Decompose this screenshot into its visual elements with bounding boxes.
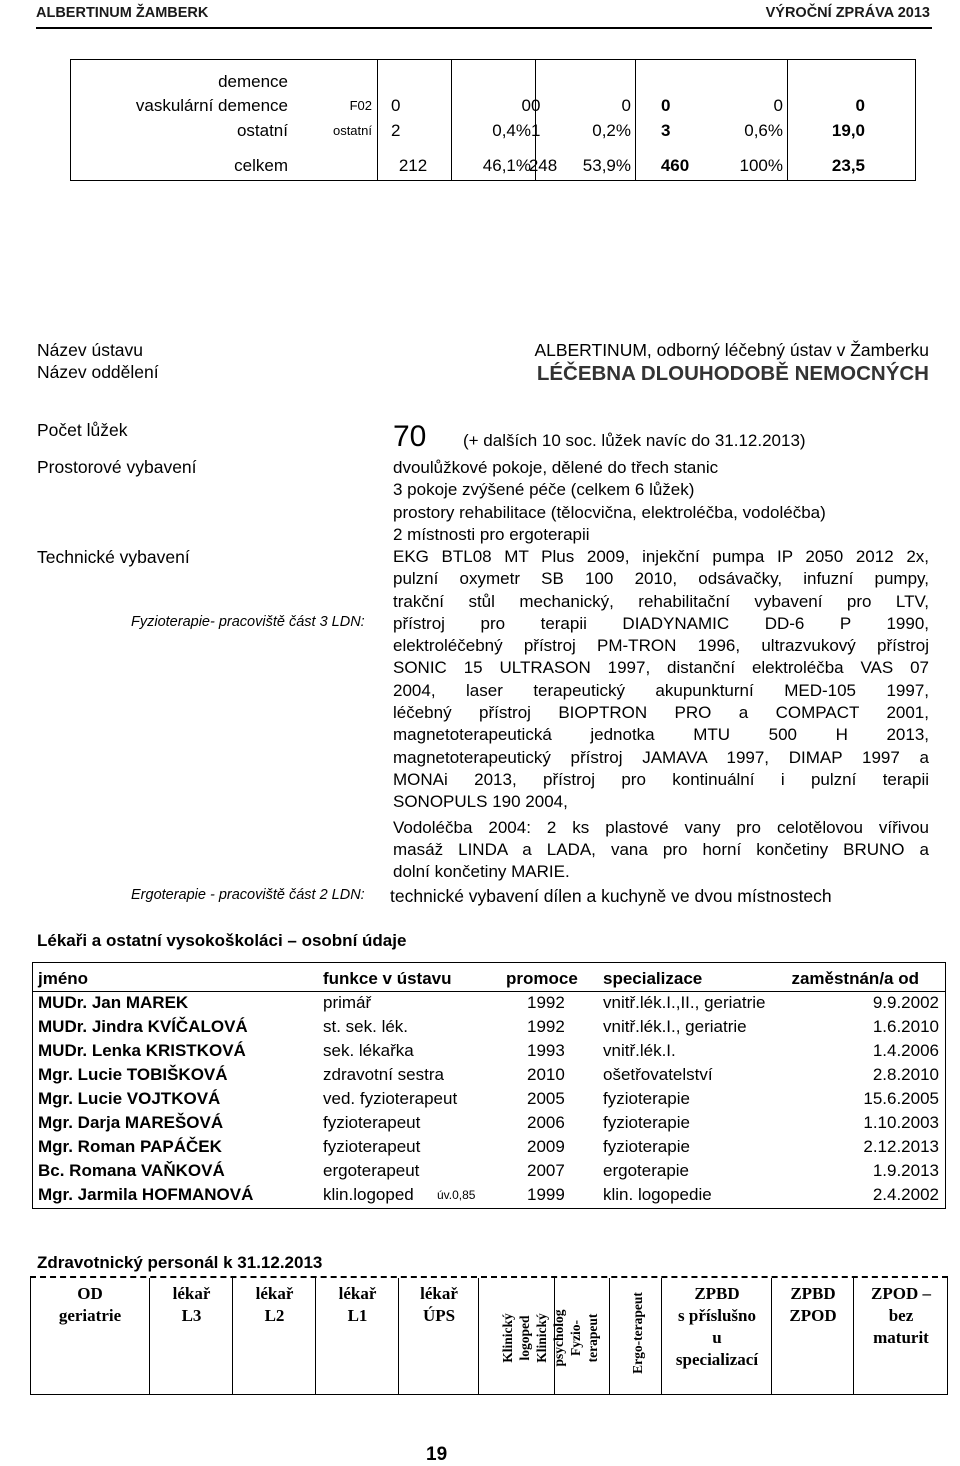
vertical-line: terapeut bbox=[585, 1313, 600, 1363]
beds-label: Počet lůžek bbox=[37, 420, 128, 440]
tech-line: elektroléčebný přístroj PM-TRON 1996, ultrazvukový přístroj bbox=[393, 636, 929, 656]
staff-col-l2: bez bbox=[888, 1306, 914, 1325]
staff-col bbox=[31, 1278, 149, 1394]
staff-col-vertical bbox=[609, 1278, 662, 1394]
tech-line: SONIC 15 ULTRASON 1997, distanční elektroléčba VAS 07 bbox=[393, 658, 929, 678]
institution-name-value: ALBERTINUM, odborný léčebný ústav v Žamberku bbox=[534, 340, 929, 360]
page-number: 19 bbox=[426, 1444, 448, 1465]
table-header bbox=[33, 967, 945, 991]
cell-spec: ergoterapie bbox=[603, 1161, 690, 1180]
cell-name: MUDr. Jindra KVÍČALOVÁ bbox=[38, 1017, 248, 1036]
tech-line: SONOPULS 190 2004, bbox=[393, 792, 568, 812]
cell-since: 2.4.2002 bbox=[872, 1185, 939, 1204]
department-value: LÉČEBNA DLOUHODOBĚ NEMOCNÝCH bbox=[536, 362, 929, 385]
cell-role: ved. fyzioterapeut bbox=[323, 1089, 458, 1108]
col-header: funkce v ústavu bbox=[323, 969, 452, 988]
cell-spec: fyzioterapie bbox=[603, 1113, 690, 1132]
staff-col-l2: L3 bbox=[181, 1306, 202, 1325]
vertical-line: Fyzio- bbox=[568, 1320, 583, 1356]
fyzio-label: Fyzioterapie- pracoviště část 3 LDN: bbox=[131, 614, 365, 630]
cell-name: Mgr. Darja MAREŠOVÁ bbox=[38, 1113, 224, 1132]
cell-role: zdravotní sestra bbox=[323, 1065, 444, 1084]
space-list bbox=[393, 457, 826, 546]
tech-list bbox=[393, 546, 929, 883]
cell-name: Mgr. Lucie TOBIŠKOVÁ bbox=[38, 1065, 228, 1084]
cell-spec: vnitř.lék.I. bbox=[603, 1041, 676, 1060]
cell-role: sek. lékařka bbox=[323, 1041, 414, 1060]
col-header: specializace bbox=[603, 969, 703, 988]
cell: 248 bbox=[528, 156, 558, 175]
cell-name: Mgr. Roman PAPÁČEK bbox=[38, 1137, 222, 1156]
header-divider bbox=[36, 27, 932, 29]
cell-year: 1992 bbox=[527, 1017, 565, 1036]
staff-col-l4: specializací bbox=[675, 1350, 759, 1369]
cell-spec: klin. logopedie bbox=[603, 1185, 712, 1204]
staff-col bbox=[315, 1278, 399, 1394]
table-row bbox=[33, 1183, 945, 1207]
cell-spec: fyzioterapie bbox=[603, 1137, 690, 1156]
cell: 2 bbox=[391, 121, 401, 140]
cell-name: Mgr. Jarmila HOFMANOVÁ bbox=[38, 1185, 254, 1204]
cell-year: 2006 bbox=[527, 1113, 565, 1132]
tech-line: 2004, laser terapeutický akupunkturní MED-105 1997, bbox=[393, 680, 929, 700]
space-line: dvoulůžkové pokoje, dělené do třech stanic bbox=[393, 458, 719, 477]
staff-col-l1: lékař bbox=[420, 1284, 458, 1303]
cell-year: 2005 bbox=[527, 1089, 565, 1108]
vertical-label bbox=[629, 1278, 646, 1388]
staff-col-l1: lékař bbox=[255, 1284, 294, 1303]
table-row bbox=[33, 1063, 945, 1087]
cell-since: 2.8.2010 bbox=[872, 1065, 939, 1084]
cell-year: 2009 bbox=[527, 1137, 565, 1156]
cell-role: fyzioterapeut bbox=[323, 1113, 421, 1132]
vertical-line: Klinický bbox=[500, 1313, 515, 1363]
cell: 46,1% bbox=[482, 156, 531, 175]
row-code: F02 bbox=[349, 98, 372, 113]
cell: 19,0 bbox=[831, 121, 865, 140]
staff-title: Zdravotnický personál k 31.12.2013 bbox=[37, 1253, 323, 1272]
cell-name: MUDr. Jan MAREK bbox=[38, 993, 189, 1012]
physicians-title: Lékaři a ostatní vysokoškoláci – osobní údaje bbox=[37, 931, 407, 950]
cell-name: MUDr. Lenka KRISTKOVÁ bbox=[38, 1041, 246, 1060]
table-row bbox=[33, 1111, 945, 1135]
staff-col-l2: s příslušno bbox=[678, 1306, 756, 1325]
cell: 0 bbox=[531, 96, 541, 115]
cell-role: st. sek. lék. bbox=[323, 1017, 409, 1036]
cell-year: 2010 bbox=[527, 1065, 565, 1084]
beds-note: (+ dalších 10 soc. lůžek navíc do 31.12.2013) bbox=[463, 431, 806, 450]
table-row bbox=[33, 1087, 945, 1111]
staff-col bbox=[771, 1278, 854, 1394]
vertical-line: Ergo-terapeut bbox=[630, 1292, 645, 1374]
cell-since: 1.6.2010 bbox=[872, 1017, 939, 1036]
vertical-line: Klinický bbox=[534, 1313, 549, 1363]
cell-extra: úv.0,85 bbox=[437, 1188, 476, 1202]
cell-year: 2007 bbox=[527, 1161, 565, 1180]
cell-since: 1.10.2003 bbox=[863, 1113, 939, 1132]
table-row bbox=[33, 1039, 945, 1063]
department-label: Název oddělení bbox=[37, 362, 159, 382]
staff-col bbox=[853, 1278, 948, 1394]
table-row bbox=[33, 1159, 945, 1183]
cell-name: Mgr. Lucie VOJTKOVÁ bbox=[38, 1089, 221, 1108]
cell-year: 1993 bbox=[527, 1041, 565, 1060]
table-row bbox=[33, 1135, 945, 1159]
staff-col-l3: u bbox=[712, 1328, 722, 1347]
staff-col-l1: lékař bbox=[172, 1284, 211, 1303]
staff-col-l1: lékař bbox=[338, 1284, 377, 1303]
tech-line: MONAi 2013, přístroj pro kontinuální i pulzní terapii bbox=[393, 769, 929, 789]
cell-spec: fyzioterapie bbox=[603, 1089, 690, 1108]
staff-table bbox=[30, 1276, 948, 1395]
physicians-table bbox=[32, 962, 946, 1209]
staff-col-l2: ÚPS bbox=[422, 1306, 456, 1325]
staff-col bbox=[398, 1278, 479, 1394]
row-label: celkem bbox=[234, 156, 288, 175]
cell: 0 bbox=[855, 96, 865, 115]
tech-line: EKG BTL08 MT Plus 2009, injekční pumpa IP 2050 2012 2x, bbox=[393, 547, 929, 566]
institution-name-label: Název ústavu bbox=[37, 340, 144, 360]
tech-line: Vodoléčba 2004: 2 ks plastové vany pro celotělovou vířivou bbox=[393, 817, 929, 837]
ergo-label: Ergoterapie - pracoviště část 2 LDN: bbox=[131, 887, 365, 903]
cell: 460 bbox=[660, 156, 690, 175]
row-label: vaskulární demence bbox=[135, 96, 288, 115]
cell: 212 bbox=[398, 156, 428, 175]
staff-col bbox=[149, 1278, 233, 1394]
tech-line: přístroj pro terapii DIADYNAMIC DD-6 P 1990, bbox=[393, 613, 929, 633]
col-header: zaměstnán/a od bbox=[791, 969, 919, 988]
diagnosis-table bbox=[70, 59, 916, 181]
cell: 0 bbox=[521, 96, 531, 115]
cell: 0 bbox=[661, 96, 671, 115]
vertical-label bbox=[567, 1288, 601, 1388]
space-line: prostory rehabilitace (tělocvična, elektroléčba, vodoléčba) bbox=[393, 502, 826, 522]
cell-since: 1.9.2013 bbox=[872, 1161, 939, 1180]
vertical-label bbox=[499, 1288, 533, 1388]
staff-col-l1: ZPBD bbox=[790, 1284, 836, 1303]
cell-spec: vnitř.lék.I., geriatrie bbox=[603, 1017, 747, 1036]
staff-col-l2: ZPOD bbox=[789, 1306, 837, 1325]
cell-role: fyzioterapeut bbox=[323, 1137, 421, 1156]
table-row bbox=[33, 991, 945, 1015]
cell: 0 bbox=[621, 96, 631, 115]
staff-col-vertical bbox=[554, 1278, 610, 1394]
cell-year: 1992 bbox=[527, 993, 565, 1012]
staff-col-l1: ZPOD – bbox=[871, 1284, 931, 1303]
cell-spec: vnitř.lék.I.,II., geriatrie bbox=[603, 993, 766, 1012]
cell-spec: ošetřovatelství bbox=[603, 1065, 713, 1084]
cell: 0,2% bbox=[592, 121, 631, 140]
cell: 0 bbox=[773, 96, 783, 115]
cell: 0 bbox=[391, 96, 401, 115]
cell-role: ergoterapeut bbox=[323, 1161, 420, 1180]
tech-line: trakční stůl mechanický, rehabilitační vybavení pro LTV, bbox=[393, 591, 929, 611]
cell: 3 bbox=[661, 121, 671, 140]
cell-since: 15.6.2005 bbox=[863, 1089, 939, 1108]
cell: 53,9% bbox=[582, 156, 631, 175]
staff-col-l2: L1 bbox=[347, 1306, 368, 1325]
staff-col-l2: geriatrie bbox=[58, 1306, 122, 1325]
row-code: ostatní bbox=[332, 123, 372, 138]
ergo-value: technické vybavení dílen a kuchyně ve dvou místnostech bbox=[390, 886, 832, 906]
space-line: 2 místnosti pro ergoterapii bbox=[393, 524, 590, 544]
tech-line: magnetoterapeutický přístroj JAMAVA 1997, DIMAP 1997 a bbox=[393, 747, 929, 767]
col-header: promoce bbox=[506, 969, 578, 988]
tech-line: magnetoterapeutická jednotka MTU 500 H 2013, bbox=[393, 725, 929, 745]
cell-role: klin.logoped bbox=[323, 1185, 414, 1204]
cell: 100% bbox=[739, 156, 783, 175]
staff-col-l2: L2 bbox=[264, 1306, 285, 1325]
staff-col-l3: maturit bbox=[873, 1328, 929, 1347]
staff-col bbox=[661, 1278, 772, 1394]
row-label: demence bbox=[218, 72, 288, 91]
cell-since: 2.12.2013 bbox=[863, 1137, 939, 1156]
cell-since: 1.4.2006 bbox=[872, 1041, 939, 1060]
table-row bbox=[33, 1015, 945, 1039]
cell-since: 9.9.2002 bbox=[872, 993, 939, 1012]
cell-year: 1999 bbox=[527, 1185, 565, 1204]
cell: 23,5 bbox=[831, 156, 865, 175]
tech-label: Technické vybavení bbox=[37, 547, 190, 567]
tech-line: pulzní oxymetr SB 100 2010, odsávačky, infuzní pumpy, bbox=[393, 569, 929, 589]
tech-line: léčebný přístroj BIOPTRON PRO a COMPACT 2001, bbox=[393, 703, 929, 723]
staff-col-l1: OD bbox=[77, 1284, 103, 1303]
tech-line: masáž LINDA a LADA, vana pro horní končetiny BRUNO a bbox=[393, 839, 929, 859]
staff-col bbox=[232, 1278, 316, 1394]
staff-col-l1: ZPBD bbox=[694, 1284, 740, 1303]
col-header: jméno bbox=[38, 969, 89, 988]
space-line: 3 pokoje zvýšené péče (celkem 6 lůžek) bbox=[393, 480, 695, 500]
cell: 1 bbox=[531, 121, 541, 140]
beds-value: 70 bbox=[393, 420, 427, 453]
staff-col-vertical bbox=[478, 1278, 566, 1394]
cell-name: Bc. Romana VAŇKOVÁ bbox=[38, 1161, 225, 1180]
row-label: ostatní bbox=[236, 121, 288, 140]
header-left: ALBERTINUM ŽAMBERK bbox=[36, 5, 209, 21]
vertical-line: psycholog bbox=[551, 1309, 566, 1367]
cell: 0,6% bbox=[744, 121, 783, 140]
vertical-line: logoped bbox=[517, 1315, 532, 1361]
cell: 0,4% bbox=[492, 121, 531, 140]
page-header bbox=[0, 0, 960, 26]
space-label: Prostorové vybavení bbox=[37, 457, 197, 477]
header-right: VÝROČNÍ ZPRÁVA 2013 bbox=[765, 5, 930, 21]
cell-role: primář bbox=[323, 993, 372, 1012]
tech-line: dolní končetiny MARIE. bbox=[393, 862, 570, 882]
